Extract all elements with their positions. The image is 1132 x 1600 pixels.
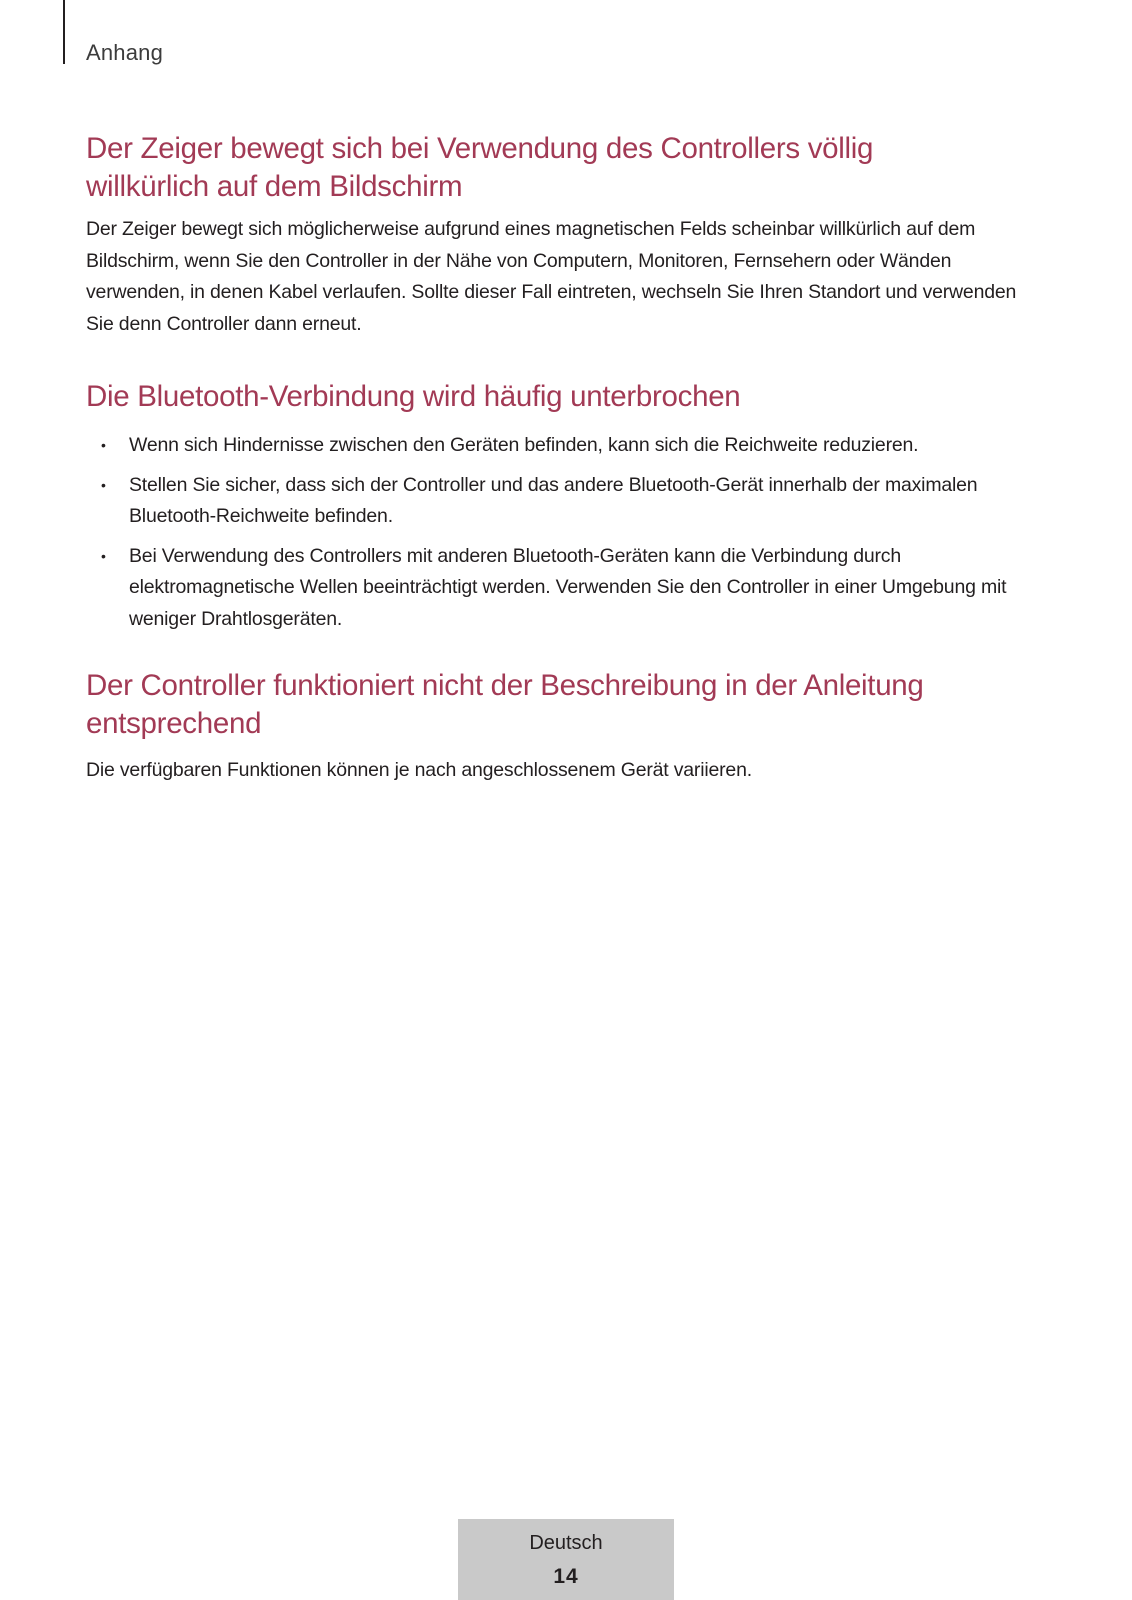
bullet-item	[86, 541, 1046, 636]
bullet-item	[86, 470, 1046, 533]
section-pointer-erratic	[86, 130, 1046, 340]
heading-line: Der Controller funktioniert nicht der Beschreibung in der Anleitung	[86, 669, 924, 702]
section-body: Die verfügbaren Funktionen können je nach angeschlossenem Gerät variieren.	[86, 759, 752, 781]
bullet-item	[86, 430, 1046, 462]
bullet-list	[86, 430, 1046, 635]
section-bluetooth-disconnect	[86, 378, 1046, 635]
section-body: Der Zeiger bewegt sich möglicherweise aufgrund eines magnetischen Felds scheinbar willkürlich auf dem Bildschirm, wenn Sie den Controller in der Nähe von Computern, Monitoren, Fernsehern oder Wänden verwenden, in denen Kabel verlaufen. Sollte dieser Fall eintreten, wechseln Sie Ihren Standort und verwenden Sie denn Controller dann erneut.	[86, 218, 1017, 335]
chapter-label: Anhang	[86, 40, 164, 65]
bullet-text: Stellen Sie sicher, dass sich der Controller und das andere Bluetooth-Gerät innerhalb der maximalen Bluetooth-Reichweite befinden.	[129, 473, 978, 527]
heading-line: Der Zeiger bewegt sich bei Verwendung des Controllers völlig	[86, 132, 874, 165]
section-heading	[86, 130, 1046, 206]
footer-language: Deutsch	[529, 1532, 603, 1554]
page-number: 14	[553, 1565, 579, 1588]
section-controller-malfunction	[86, 667, 1046, 787]
section-heading	[86, 667, 1046, 743]
heading-line: entsprechend	[86, 707, 262, 740]
section-heading: Die Bluetooth-Verbindung wird häufig unterbrochen	[86, 380, 741, 413]
bullet-icon: •	[101, 547, 106, 564]
heading-line: willkürlich auf dem Bildschirm	[86, 170, 463, 203]
bullet-icon: •	[101, 437, 106, 453]
page-margin-rule	[63, 0, 65, 64]
bullet-icon: •	[101, 476, 106, 493]
page-content	[86, 130, 1046, 787]
bullet-text: Bei Verwendung des Controllers mit anderen Bluetooth-Geräten kann die Verbindung durch elektromagnetische Wellen beeinträchtigt werden. Verwenden Sie den Controller in einer Umgebung mit weniger Drahtlosgeräten.	[129, 544, 1007, 630]
page-footer	[458, 1519, 674, 1600]
bullet-text: Wenn sich Hindernisse zwischen den Geräten befinden, kann sich die Reichweite reduzieren.	[129, 434, 919, 456]
